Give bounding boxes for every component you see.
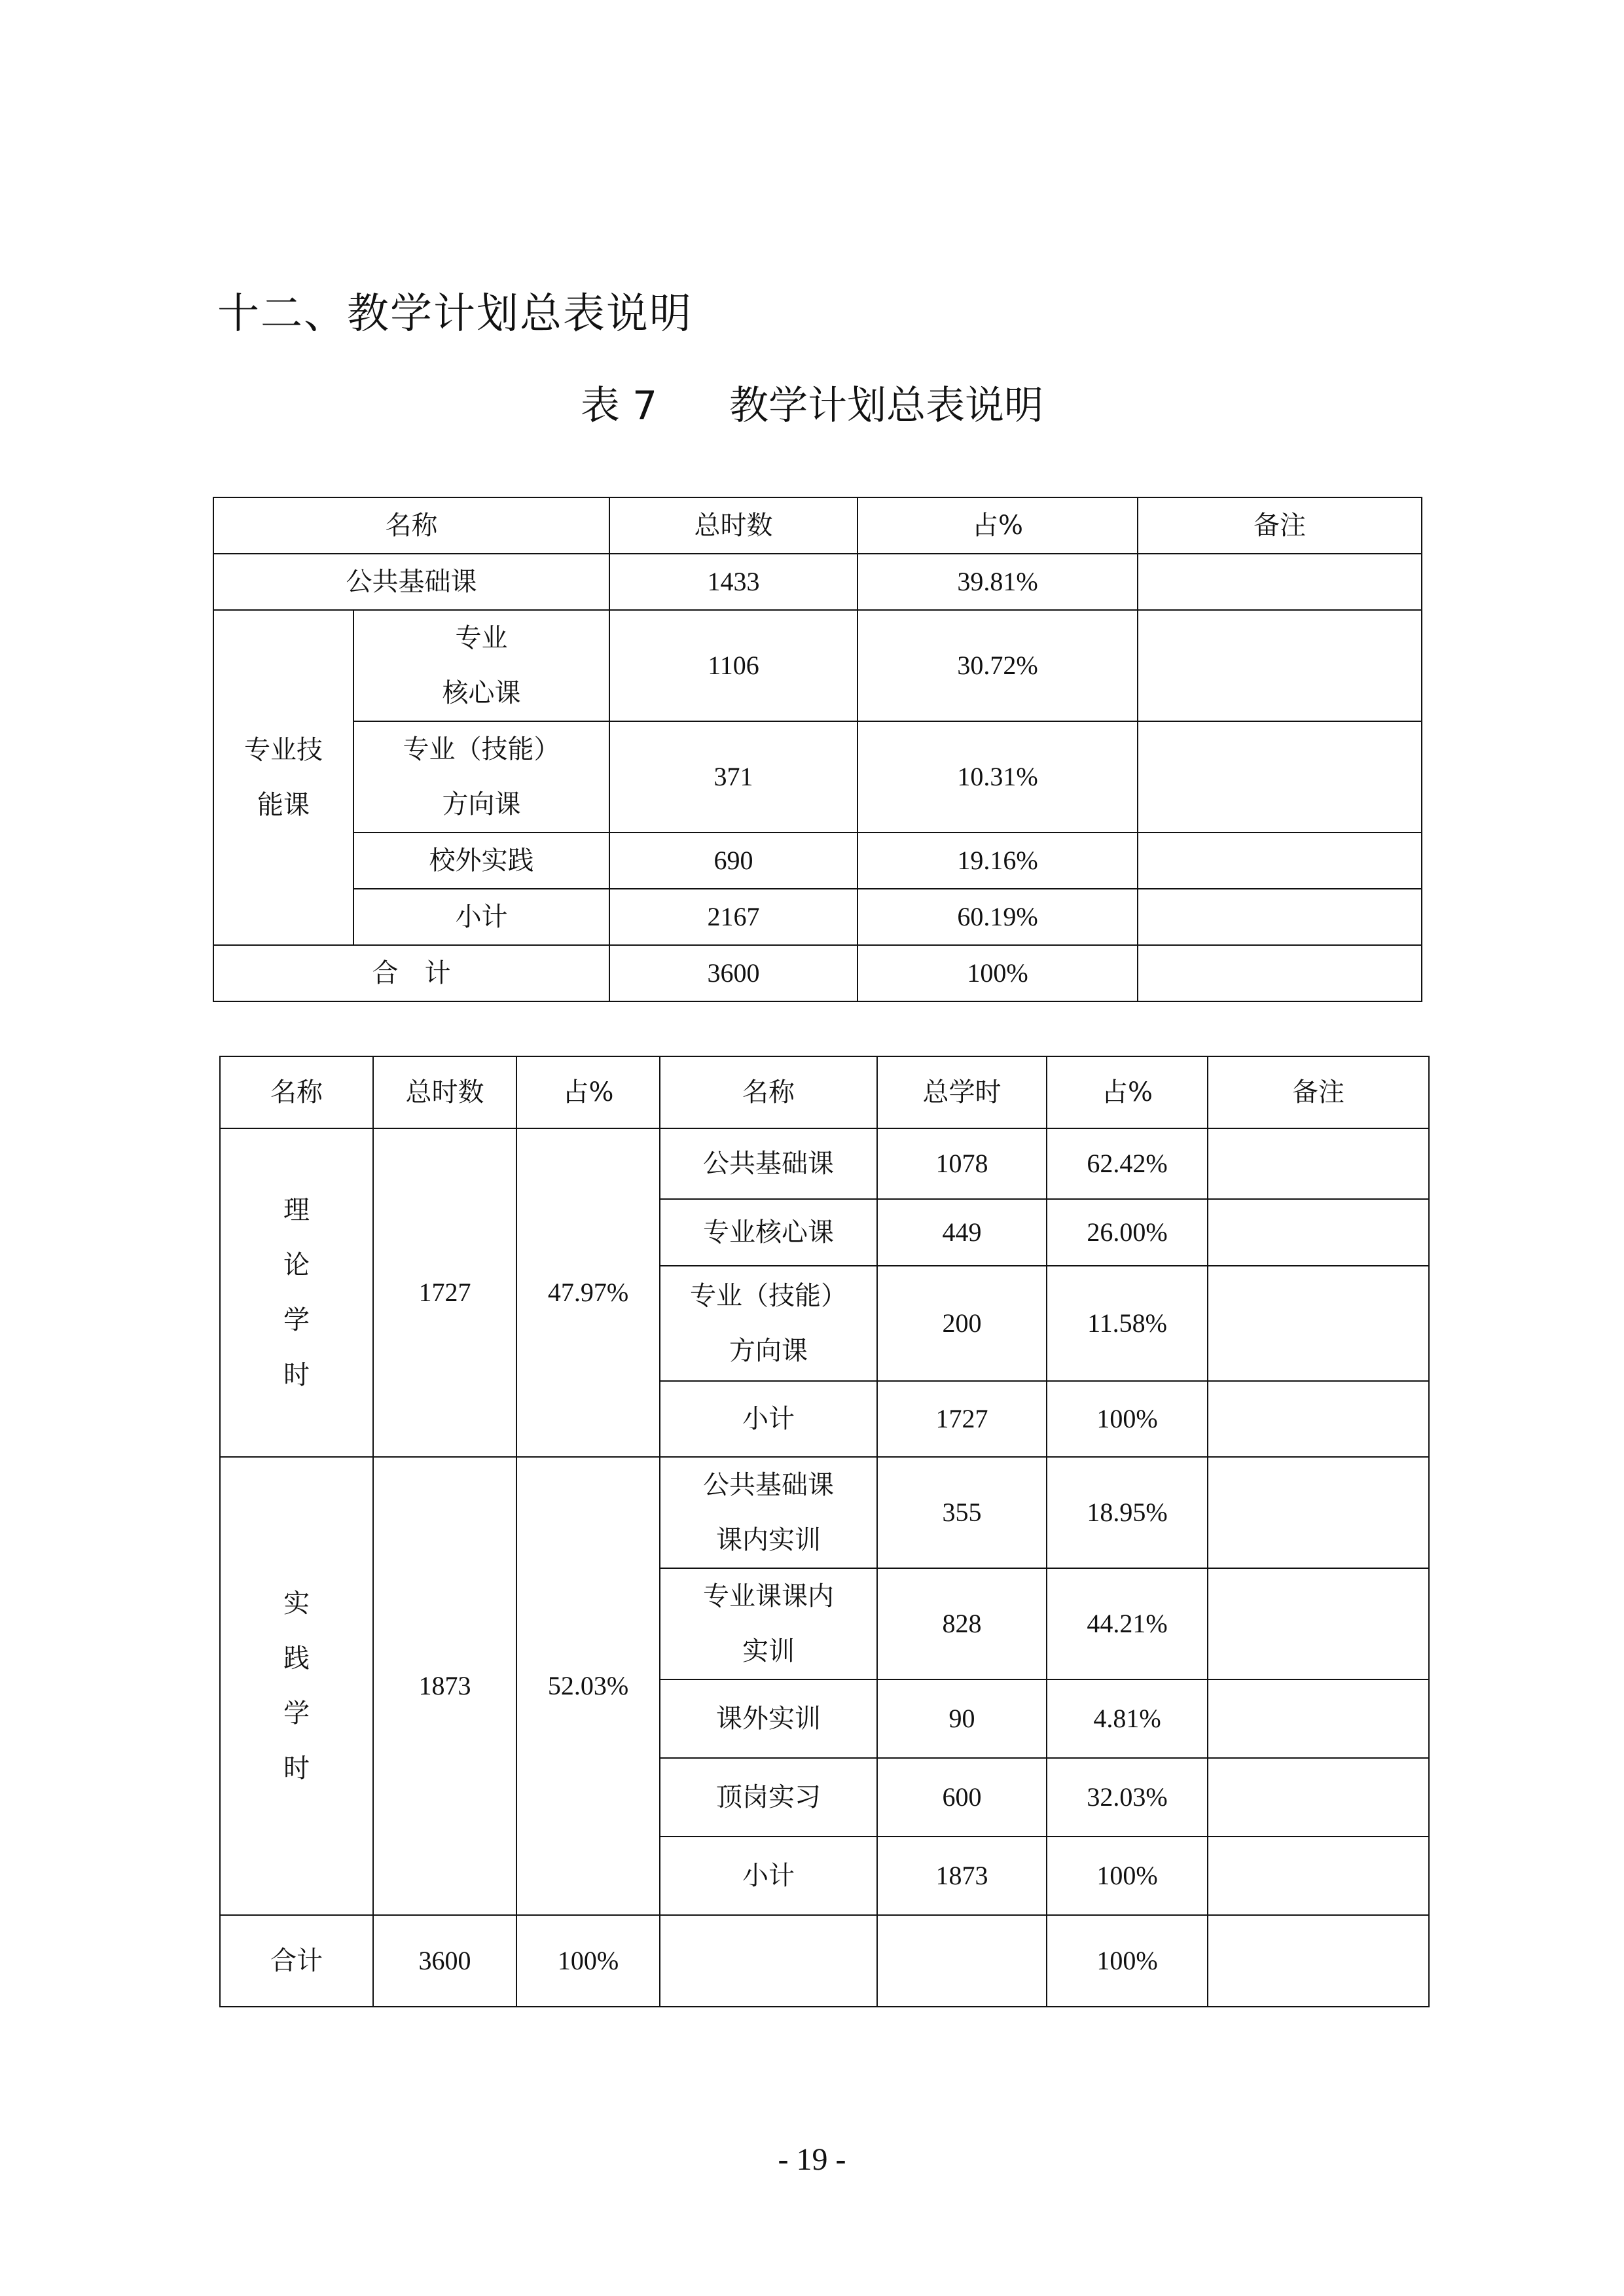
- page-number: - 19 -: [778, 2142, 846, 2177]
- total-note: [1208, 1915, 1429, 2007]
- sub-hours: 1873: [877, 1837, 1047, 1915]
- header-sub-hours: 总学时: [877, 1056, 1047, 1128]
- sub-name-line: 公共基础课: [703, 1149, 834, 1179]
- group-percent: 47.97%: [516, 1128, 660, 1457]
- sub-hours: 449: [877, 1199, 1047, 1266]
- sub-name: [660, 1837, 877, 1915]
- group-label-char: 践: [283, 1643, 310, 1674]
- sub-percent: 100%: [1047, 1381, 1208, 1457]
- sub-note: [1208, 1457, 1429, 1568]
- table-row: [213, 721, 1422, 833]
- row-note: [1138, 554, 1422, 610]
- row-hours: 1433: [609, 554, 857, 610]
- header-hours: 总时数: [373, 1056, 516, 1128]
- sub-name-line: 专业（技能）: [690, 1281, 847, 1311]
- sub-name: [660, 1128, 877, 1199]
- sub-note: [1208, 1837, 1429, 1915]
- sub-hours: 90: [877, 1679, 1047, 1758]
- sub-name: [660, 1457, 877, 1568]
- group-label-line: 能课: [257, 790, 310, 820]
- header-name: 名称: [213, 497, 609, 554]
- row-hours: 690: [609, 833, 857, 889]
- section-heading: 十二、教学计划总表说明: [217, 290, 693, 338]
- sub-name-line: 公共基础课: [703, 1470, 834, 1500]
- total-sub-name: [660, 1915, 877, 2007]
- group-label-char: 论: [283, 1250, 310, 1280]
- group-label-professional: [213, 610, 353, 945]
- table-header-row: [213, 497, 1422, 554]
- row-name: [353, 610, 609, 721]
- sub-name-line: 专业课课内: [703, 1581, 834, 1611]
- group-label-char: 时: [283, 1360, 310, 1390]
- total-name: 合计: [220, 1915, 373, 2007]
- row-name: 小计: [353, 889, 609, 945]
- table-row: [213, 554, 1422, 610]
- sub-percent: 44.21%: [1047, 1568, 1208, 1679]
- row-percent: 39.81%: [857, 554, 1138, 610]
- row-note: [1138, 721, 1422, 833]
- row-note: [1138, 833, 1422, 889]
- group-label-char: 实: [283, 1588, 310, 1619]
- sub-name: [660, 1199, 877, 1266]
- row-hours: 3600: [609, 945, 857, 1001]
- row-name-line: 方向课: [442, 789, 521, 819]
- header-percent: 占%: [857, 497, 1138, 554]
- row-note: [1138, 945, 1422, 1001]
- sub-name-line: 实训: [742, 1636, 795, 1666]
- sub-note: [1208, 1266, 1429, 1381]
- group-percent: 52.03%: [516, 1457, 660, 1915]
- row-percent: 10.31%: [857, 721, 1138, 833]
- sub-hours: 200: [877, 1266, 1047, 1381]
- total-percent: 100%: [516, 1915, 660, 2007]
- sub-name: [660, 1758, 877, 1837]
- sub-name: [660, 1266, 877, 1381]
- table-row: [220, 1128, 1429, 1199]
- sub-hours: 600: [877, 1758, 1047, 1837]
- sub-note: [1208, 1568, 1429, 1679]
- table-row-total: [213, 945, 1422, 1001]
- group-label-char: 学: [283, 1698, 310, 1729]
- row-percent: 60.19%: [857, 889, 1138, 945]
- sub-percent: 4.81%: [1047, 1679, 1208, 1758]
- sub-percent: 26.00%: [1047, 1199, 1208, 1266]
- sub-note: [1208, 1128, 1429, 1199]
- sub-percent: 100%: [1047, 1837, 1208, 1915]
- total-hours: 3600: [373, 1915, 516, 2007]
- row-name: 合 计: [213, 945, 609, 1001]
- row-percent: 19.16%: [857, 833, 1138, 889]
- sub-name-line: 专业核心课: [703, 1217, 834, 1247]
- sub-name: [660, 1381, 877, 1457]
- sub-hours: 1078: [877, 1128, 1047, 1199]
- row-name: [353, 721, 609, 833]
- group-label-practice: [220, 1457, 373, 1915]
- sub-name-line: 小计: [742, 1861, 795, 1891]
- table-row: [213, 889, 1422, 945]
- header-name: 名称: [220, 1056, 373, 1128]
- header-percent: 占%: [516, 1056, 660, 1128]
- group-label-line: 专业技: [244, 735, 323, 765]
- row-name-line: 专业: [455, 623, 508, 653]
- row-hours: 1106: [609, 610, 857, 721]
- table-row: [213, 833, 1422, 889]
- header-hours: 总时数: [609, 497, 857, 554]
- sub-name: [660, 1679, 877, 1758]
- sub-note: [1208, 1381, 1429, 1457]
- header-note: 备注: [1208, 1056, 1429, 1128]
- sub-hours: 355: [877, 1457, 1047, 1568]
- row-note: [1138, 889, 1422, 945]
- table-row-total: [220, 1915, 1429, 2007]
- sub-name-line: 小计: [742, 1404, 795, 1434]
- sub-hours: 828: [877, 1568, 1047, 1679]
- total-sub-percent: 100%: [1047, 1915, 1208, 2007]
- row-percent: 30.72%: [857, 610, 1138, 721]
- group-hours: 1873: [373, 1457, 516, 1915]
- row-name-line: 专业（技能）: [403, 734, 560, 764]
- sub-name-line: 课外实训: [716, 1704, 821, 1734]
- table-row: [213, 610, 1422, 721]
- sub-note: [1208, 1679, 1429, 1758]
- group-label-char: 理: [283, 1195, 310, 1225]
- sub-name: [660, 1568, 877, 1679]
- table-row: [220, 1457, 1429, 1568]
- total-sub-hours: [877, 1915, 1047, 2007]
- header-note: 备注: [1138, 497, 1422, 554]
- caption-label: 表 7: [580, 383, 658, 429]
- table-hours-summary: [213, 497, 1422, 1002]
- table-header-row: [220, 1056, 1429, 1128]
- sub-name-line: 方向课: [729, 1336, 808, 1366]
- sub-note: [1208, 1199, 1429, 1266]
- caption-title: 教学计划总表说明: [729, 383, 1044, 429]
- row-percent: 100%: [857, 945, 1138, 1001]
- sub-name-line: 课内实训: [716, 1525, 821, 1555]
- row-hours: 2167: [609, 889, 857, 945]
- row-hours: 371: [609, 721, 857, 833]
- group-label-char: 时: [283, 1753, 310, 1784]
- table-caption: [0, 380, 1624, 432]
- group-label-char: 学: [283, 1305, 310, 1335]
- row-name: 校外实践: [353, 833, 609, 889]
- table-theory-practice: [219, 1056, 1430, 2007]
- group-label-theory: [220, 1128, 373, 1457]
- sub-name-line: 顶岗实习: [716, 1782, 821, 1812]
- row-name: 公共基础课: [213, 554, 609, 610]
- sub-note: [1208, 1758, 1429, 1837]
- sub-percent: 32.03%: [1047, 1758, 1208, 1837]
- row-note: [1138, 610, 1422, 721]
- group-hours: 1727: [373, 1128, 516, 1457]
- sub-percent: 18.95%: [1047, 1457, 1208, 1568]
- header-sub-name: 名称: [660, 1056, 877, 1128]
- sub-percent: 11.58%: [1047, 1266, 1208, 1381]
- row-name-line: 核心课: [442, 678, 521, 708]
- sub-percent: 62.42%: [1047, 1128, 1208, 1199]
- sub-hours: 1727: [877, 1381, 1047, 1457]
- header-sub-percent: 占%: [1047, 1056, 1208, 1128]
